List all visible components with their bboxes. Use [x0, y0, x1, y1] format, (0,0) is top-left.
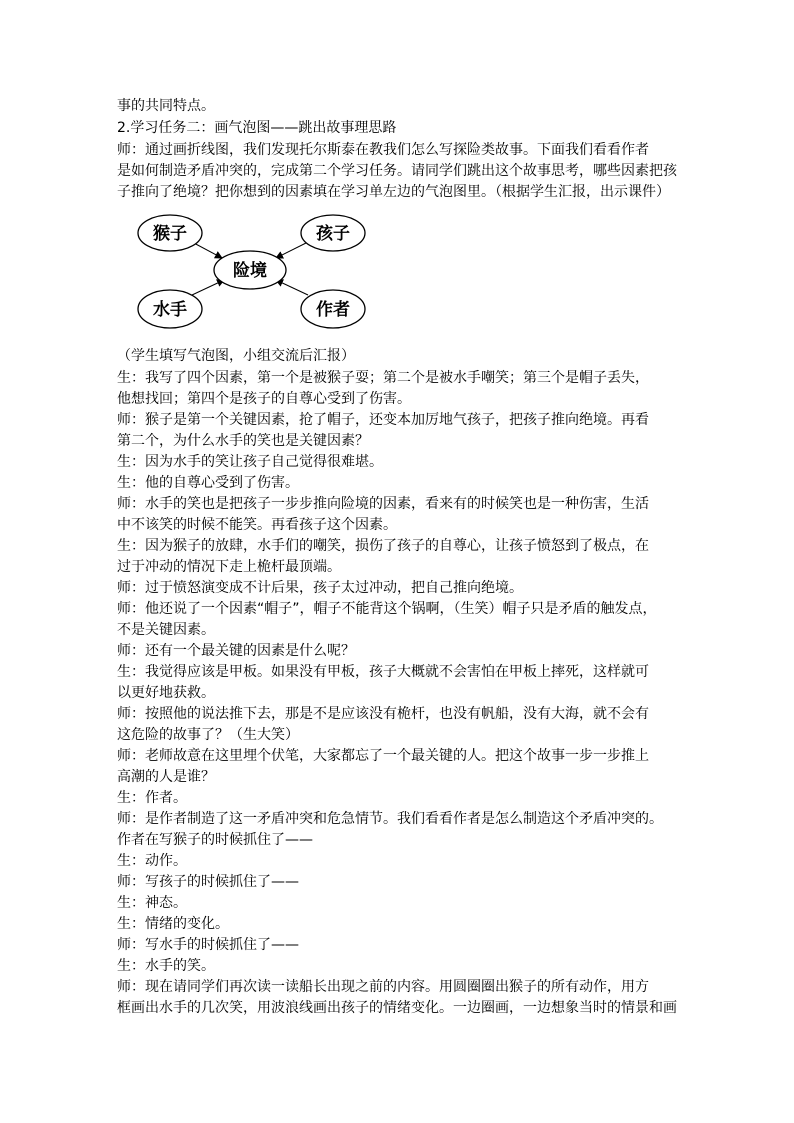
- text-line: 师：水手的笑也是把孩子一步步推向险境的因素，看来有的时候笑也是一种伤害，生活: [117, 496, 649, 512]
- text-line: 师：现在请同学们再次读一读船长出现之前的内容。用圆圈圈出猴子的所有动作，用方: [117, 979, 649, 995]
- text-line: 是如何制造矛盾冲突的，完成第二个学习任务。请同学们跳出这个故事思考，哪些因素把孩: [117, 163, 677, 179]
- text-line: 生：他的自尊心受到了伤害。: [117, 475, 299, 491]
- text-line: 过于冲动的情况下走上桅杆最顶端。: [117, 559, 341, 575]
- bubble-diagram: [130, 212, 370, 342]
- text-line: 生：因为猴子的放肆，水手们的嘲笑，损伤了孩子的自尊心，让孩子愤怒到了极点，在: [117, 538, 649, 554]
- text-line: 中不该笑的时候不能笑。再看孩子这个因素。: [117, 517, 397, 533]
- bubble-child-label: 孩子: [316, 224, 350, 244]
- text-line: 师：写孩子的时候抓住了——: [117, 874, 299, 890]
- arrow-child: [276, 242, 308, 258]
- text-line: 作者在写猴子的时候抓住了——: [117, 832, 313, 848]
- text-line: 事的共同特点。: [117, 98, 215, 114]
- text-line: 师：是作者制造了这一矛盾冲突和危急情节。我们看看作者是怎么制造这个矛盾冲突的。: [117, 811, 663, 827]
- text-line: 师：按照他的说法推下去，那是不是应该没有桅杆，也没有帆船，没有大海，就不会有: [117, 706, 649, 722]
- bubble-monkey-label: 猴子: [153, 224, 187, 244]
- text-line: 第二个，为什么水手的笑也是关键因素？: [117, 433, 369, 449]
- text-line: 这危险的故事了？（生大笑）: [117, 727, 299, 743]
- text-line: 以更好地获救。: [117, 685, 215, 701]
- text-line: 生：情绪的变化。: [117, 916, 229, 932]
- arrow-author: [276, 280, 308, 295]
- text-line: 师：过于愤怒演变成不计后果，孩子太过冲动，把自己推向绝境。: [117, 580, 523, 596]
- text-line: 师：还有一个最关键的因素是什么呢？: [117, 643, 355, 659]
- text-line: （学生填写气泡图，小组交流后汇报）: [117, 348, 355, 364]
- text-line: 生：我觉得应该是甲板。如果没有甲板，孩子大概就不会害怕在甲板上摔死，这样就可: [117, 664, 649, 680]
- text-line: 框画出水手的几次笑，用波浪线画出孩子的情绪变化。一边圈画，一边想象当时的情景和画: [117, 1000, 677, 1016]
- text-line: 师：他还说了一个因素“帽子”，帽子不能背这个锅啊，（生笑）帽子只是矛盾的触发点，: [117, 601, 657, 617]
- text-line: 师：通过画折线图，我们发现托尔斯泰在教我们怎么写探险类故事。下面我们看看作者: [117, 142, 649, 158]
- text-line: 师：老师故意在这里埋个伏笔，大家都忘了一个最关键的人。把这个故事一步一步推上: [117, 748, 649, 764]
- text-line: 不是关键因素。: [117, 622, 215, 638]
- text-line: 师：写水手的时候抓住了——: [117, 937, 299, 953]
- text-line: 子推向了绝境？把你想到的因素填在学习单左边的气泡图里。（根据学生汇报，出示课件）: [117, 184, 670, 200]
- text-line: 生：神态。: [117, 895, 187, 911]
- text-line: 他想找回；第四个是孩子的自尊心受到了伤害。: [117, 391, 411, 407]
- text-line: 2.学习任务二：画气泡图——跳出故事理思路: [117, 120, 397, 136]
- text-line: 生：我写了四个因素，第一个是被猴子耍；第二个是被水手嘲笑；第三个是帽子丢失，: [117, 370, 649, 386]
- arrow-sailor: [192, 280, 224, 295]
- text-line: 高潮的人是谁？: [117, 769, 215, 785]
- text-line: 生：因为水手的笑让孩子自己觉得很难堪。: [117, 454, 383, 470]
- text-line: 生：动作。: [117, 853, 187, 869]
- bubble-sailor-label: 水手: [153, 300, 187, 320]
- arrow-monkey: [192, 242, 222, 258]
- bubble-author-label: 作者: [316, 300, 350, 320]
- text-line: 师：猴子是第一个关键因素，抢了帽子，还变本加厉地气孩子，把孩子推向绝境。再看: [117, 412, 649, 428]
- text-line: 生：水手的笑。: [117, 958, 215, 974]
- bubble-center-label: 险境: [233, 261, 267, 281]
- text-line: 生：作者。: [117, 790, 187, 806]
